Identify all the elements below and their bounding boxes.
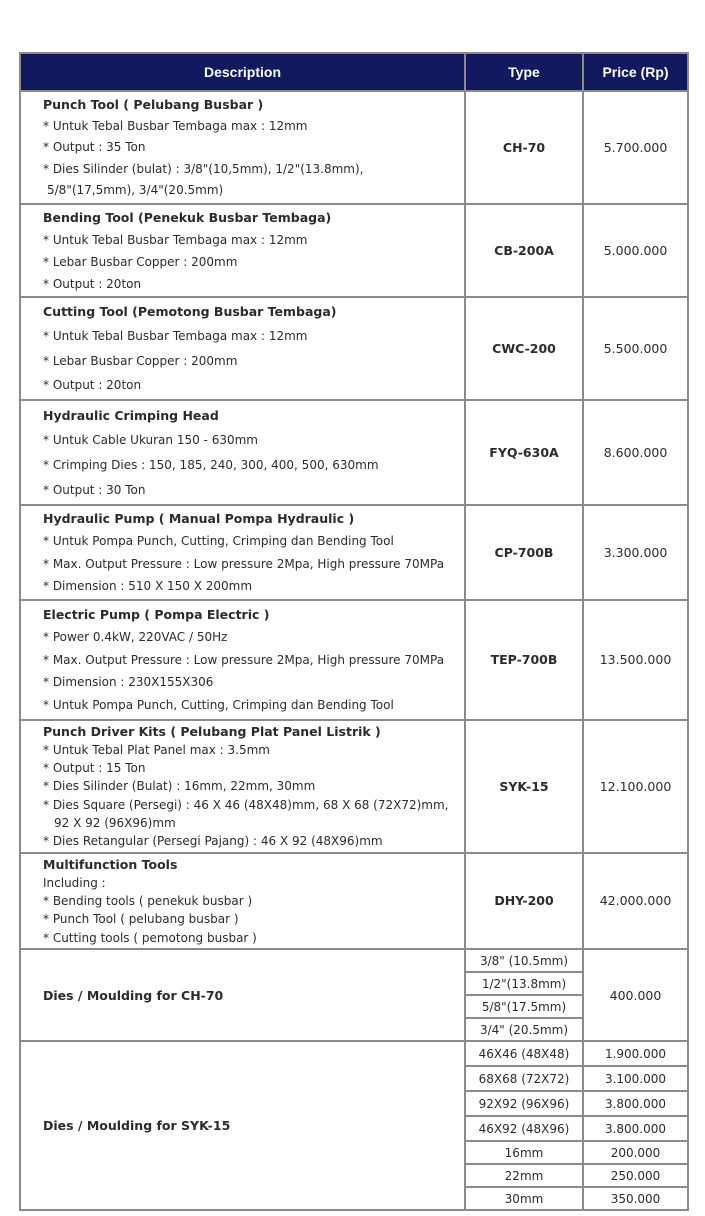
product-spec: * Bending tools ( penekuk busbar ) (43, 894, 253, 909)
dies-size: 46X46 (48X48) (465, 1041, 583, 1066)
product-title: Hydraulic Pump ( Manual Pompa Hydraulic ) (43, 510, 355, 526)
product-row (20, 400, 688, 505)
product-spec: * Output : 20ton (43, 276, 142, 291)
product-spec: * Output : 35 Ton (43, 140, 146, 154)
product-description (20, 720, 465, 853)
product-spec: * Cutting tools ( pemotong busbar ) (43, 930, 257, 945)
product-title: Hydraulic Crimping Head (43, 407, 219, 423)
product-title: Multifunction Tools (43, 856, 178, 872)
product-spec: * Crimping Dies : 150, 185, 240, 300, 400, 500, 630mm (43, 457, 379, 472)
product-spec: * Untuk Tebal Busbar Tembaga max : 12mm (43, 118, 308, 133)
dies-ch70-price: 400.000 (583, 949, 688, 1041)
product-type: CH-70 (465, 91, 583, 204)
product-spec: * Power 0.4kW, 220VAC / 50Hz (43, 630, 228, 645)
product-spec: * Max. Output Pressure : Low pressure 2Mpa, High pressure 70MPa (43, 556, 445, 571)
product-description (20, 204, 465, 297)
dies-size: 3/8" (10.5mm) (465, 949, 583, 972)
dies-price: 3.800.000 (583, 1091, 688, 1116)
product-title: Punch Driver Kits ( Pelubang Plat Panel Listrik ) (43, 723, 381, 739)
product-description (20, 505, 465, 600)
dies-row (20, 949, 688, 972)
product-spec: * Output : 20ton (43, 378, 142, 392)
product-title: Cutting Tool (Pemotong Busbar Tembaga) (43, 303, 337, 319)
dies-size: 3/4" (20.5mm) (465, 1018, 583, 1041)
header-price: Price (Rp) (583, 53, 688, 91)
product-row (20, 720, 688, 853)
product-type: DHY-200 (465, 853, 583, 949)
product-spec: 5/8"(17,5mm), 3/4"(20.5mm) (47, 183, 224, 197)
product-spec: * Untuk Pompa Punch, Cutting, Crimping dan Bending Tool (43, 534, 394, 548)
dies-price: 1.900.000 (583, 1041, 688, 1066)
product-description (20, 297, 465, 400)
product-row (20, 505, 688, 600)
product-price: 5.700.000 (583, 91, 688, 204)
product-price: 3.300.000 (583, 505, 688, 600)
product-title: Electric Pump ( Pompa Electric ) (43, 606, 270, 622)
product-spec: * Dies Retangular (Persegi Pajang) : 46 X 92 (48X96)mm (43, 834, 383, 849)
dies-size: 22mm (465, 1164, 583, 1187)
dies-syk15-name: Dies / Moulding for SYK-15 (20, 1041, 465, 1210)
product-row (20, 853, 688, 949)
product-price: 8.600.000 (583, 400, 688, 505)
dies-size: 68X68 (72X72) (465, 1066, 583, 1091)
product-price: 5.000.000 (583, 204, 688, 297)
product-spec: * Output : 30 Ton (43, 482, 146, 497)
dies-ch70-name: Dies / Moulding for CH-70 (20, 949, 465, 1041)
dies-size: 30mm (465, 1187, 583, 1210)
product-spec: * Untuk Tebal Plat Panel max : 3.5mm (43, 742, 270, 757)
price-table (19, 52, 689, 1211)
dies-price: 3.100.000 (583, 1066, 688, 1091)
product-spec: * Untuk Cable Ukuran 150 - 630mm (43, 432, 258, 447)
dies-size: 92X92 (96X96) (465, 1091, 583, 1116)
product-spec: * Lebar Busbar Copper : 200mm (43, 353, 238, 368)
product-spec: * Lebar Busbar Copper : 200mm (43, 254, 238, 269)
dies-price: 350.000 (583, 1187, 688, 1210)
product-spec: * Dies Silinder (bulat) : 3/8"(10,5mm), 1/2"(13.8mm), (43, 161, 364, 176)
product-row (20, 91, 688, 204)
product-spec: * Dies Silinder (Bulat) : 16mm, 22mm, 30mm (43, 779, 316, 794)
product-title: Punch Tool ( Pelubang Busbar ) (43, 97, 264, 112)
product-description (20, 600, 465, 720)
product-description (20, 91, 465, 204)
product-price: 42.000.000 (583, 853, 688, 949)
product-row (20, 204, 688, 297)
product-price: 5.500.000 (583, 297, 688, 400)
product-type: CWC-200 (465, 297, 583, 400)
product-type: TEP-700B (465, 600, 583, 720)
product-type: CB-200A (465, 204, 583, 297)
product-row (20, 297, 688, 400)
product-spec: 92 X 92 (96X96)mm (54, 815, 176, 830)
product-price: 13.500.000 (583, 600, 688, 720)
product-description (20, 853, 465, 949)
product-spec: * Untuk Tebal Busbar Tembaga max : 12mm (43, 329, 308, 343)
dies-price: 250.000 (583, 1164, 688, 1187)
header-description: Description (20, 53, 465, 91)
product-price: 12.100.000 (583, 720, 688, 853)
product-spec: * Untuk Pompa Punch, Cutting, Crimping dan Bending Tool (43, 697, 394, 712)
product-row (20, 600, 688, 720)
header-type: Type (465, 53, 583, 91)
product-spec: * Dies Square (Persegi) : 46 X 46 (48X48)mm, 68 X 68 (72X72)mm, (43, 797, 449, 812)
product-spec: * Output : 15 Ton (43, 761, 146, 776)
product-spec: * Dimension : 510 X 150 X 200mm (43, 579, 253, 593)
dies-size: 1/2"(13.8mm) (465, 972, 583, 995)
product-spec: * Untuk Tebal Busbar Tembaga max : 12mm (43, 232, 308, 247)
product-type: CP-700B (465, 505, 583, 600)
dies-price: 200.000 (583, 1141, 688, 1164)
product-spec: * Dimension : 230X155X306 (43, 675, 214, 690)
product-spec: * Max. Output Pressure : Low pressure 2Mpa, High pressure 70MPa (43, 652, 445, 667)
product-type: FYQ-630A (465, 400, 583, 505)
header-row (20, 53, 688, 91)
dies-price: 3.800.000 (583, 1116, 688, 1141)
product-title: Bending Tool (Penekuk Busbar Tembaga) (43, 209, 332, 225)
dies-row (20, 1041, 688, 1066)
product-description (20, 400, 465, 505)
product-spec: * Punch Tool ( pelubang busbar ) (43, 912, 239, 927)
product-spec: Including : (43, 875, 106, 890)
dies-size: 46X92 (48X96) (465, 1116, 583, 1141)
product-type: SYK-15 (465, 720, 583, 853)
dies-size: 16mm (465, 1141, 583, 1164)
dies-size: 5/8"(17.5mm) (465, 995, 583, 1018)
